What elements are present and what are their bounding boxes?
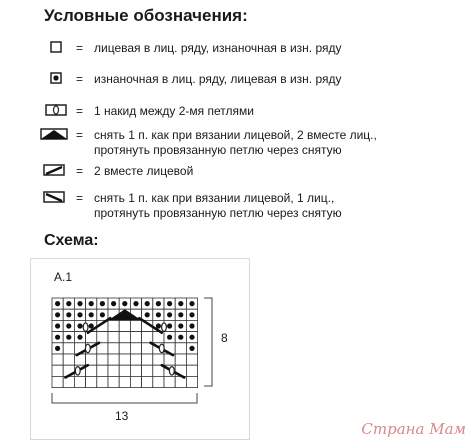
chart-cell — [74, 376, 85, 387]
chart-cell — [186, 354, 197, 365]
chart-cell — [52, 354, 63, 365]
yarn-over-mark — [75, 367, 80, 375]
chart-cell — [108, 320, 119, 331]
scheme-title: Схема: — [44, 232, 99, 249]
chart-cell — [142, 376, 153, 387]
watermark-logo: Страна Мам — [361, 420, 466, 438]
legend-text: снять 1 п. как при вязании лицевой, 1 лиц., протянуть провязанную петлю через снятую — [94, 191, 342, 220]
purl-dot — [77, 312, 82, 317]
purl-dot — [178, 335, 183, 340]
purl-dot — [55, 346, 60, 351]
purl-dot — [145, 301, 150, 306]
purl-dot — [167, 301, 172, 306]
equals-sign: = — [76, 164, 84, 178]
purl-dot — [55, 335, 60, 340]
yarn-over-mark — [159, 344, 164, 352]
purl-dot — [89, 312, 94, 317]
chart-cell — [153, 376, 164, 387]
chart-cell — [119, 320, 130, 331]
purl-dot — [167, 312, 172, 317]
chart-cell — [175, 343, 186, 354]
chart-cell — [63, 354, 74, 365]
chart-cell — [108, 343, 119, 354]
legend-title: Условные обозначения: — [44, 6, 248, 25]
cols-bracket — [52, 393, 197, 403]
chart-cell — [119, 332, 130, 343]
chart-cell — [130, 332, 141, 343]
legend-text: 2 вместе лицевой — [94, 164, 194, 178]
purl-dot — [167, 335, 172, 340]
chart-cell — [108, 376, 119, 387]
purl-dot — [55, 323, 60, 328]
purl-dot — [55, 312, 60, 317]
chart-cell — [130, 320, 141, 331]
chart-cell — [97, 376, 108, 387]
legend-text: снять 1 п. как при вязании лицевой, 2 вместе лиц., протянуть провязанную петлю через снятую — [94, 128, 377, 157]
purl-dot — [100, 301, 105, 306]
yarn-over-mark — [83, 323, 88, 331]
purl-dot — [189, 312, 194, 317]
chart-cell — [119, 365, 130, 376]
purl-dot — [77, 323, 82, 328]
chart-cell — [97, 332, 108, 343]
equals-sign: = — [76, 72, 84, 86]
purl-dot — [66, 323, 71, 328]
chart-cell — [130, 376, 141, 387]
chart-cell — [164, 376, 175, 387]
purl-dot — [89, 301, 94, 306]
yarn-over-mark — [85, 344, 90, 352]
cols-count-label: 13 — [115, 409, 129, 423]
legend-text: 1 накид между 2-мя петлями — [94, 104, 254, 118]
purl-dot — [178, 301, 183, 306]
purl-dot — [189, 335, 194, 340]
chart-cell — [86, 376, 97, 387]
purl-dot — [178, 312, 183, 317]
purl-dot — [189, 323, 194, 328]
equals-sign: = — [76, 128, 84, 142]
purl-dot — [167, 323, 172, 328]
chart-cell — [142, 365, 153, 376]
rows-bracket — [204, 298, 212, 386]
purl-dot — [66, 301, 71, 306]
chart-cell — [153, 354, 164, 365]
chart-cell — [186, 365, 197, 376]
purl-dot — [189, 346, 194, 351]
equals-sign: = — [76, 191, 84, 205]
purl-dot — [111, 301, 116, 306]
chart-cell — [119, 343, 130, 354]
purl-dot — [100, 312, 105, 317]
purl-dot — [66, 335, 71, 340]
chart-cell — [130, 365, 141, 376]
chart-cell — [130, 354, 141, 365]
purl-dot — [77, 301, 82, 306]
purl-dot — [66, 312, 71, 317]
chart-cell — [175, 354, 186, 365]
chart-cell — [130, 343, 141, 354]
yarn-over-mark — [162, 323, 167, 331]
equals-sign: = — [76, 104, 84, 118]
chart-cell — [52, 376, 63, 387]
purl-dot — [156, 301, 161, 306]
chart-cell — [119, 354, 130, 365]
chart-cell — [52, 365, 63, 376]
chart-label: A.1 — [54, 270, 73, 284]
rows-count-label: 8 — [221, 331, 228, 345]
yarn-over-mark — [169, 367, 174, 375]
chart-cell — [108, 332, 119, 343]
purl-dot — [133, 301, 138, 306]
purl-dot — [145, 312, 150, 317]
purl-dot — [55, 301, 60, 306]
purl-dot — [122, 301, 127, 306]
chart-cell — [97, 354, 108, 365]
chart-cell — [86, 354, 97, 365]
chart-cell — [142, 354, 153, 365]
legend-text: лицевая в лиц. ряду, изнаночная в изн. ряду — [94, 41, 342, 55]
chart-cell — [186, 376, 197, 387]
chart-cell — [97, 365, 108, 376]
chart-cell — [119, 376, 130, 387]
equals-sign: = — [76, 41, 84, 55]
chart-cell — [108, 354, 119, 365]
purl-dot — [77, 335, 82, 340]
purl-dot — [178, 323, 183, 328]
chart-cell — [142, 332, 153, 343]
chart-cell — [63, 343, 74, 354]
purl-dot — [156, 312, 161, 317]
chart-cell — [108, 365, 119, 376]
purl-dot — [189, 301, 194, 306]
legend-text: изнаночная в лиц. ряду, лицевая в изн. ряду — [94, 72, 342, 86]
